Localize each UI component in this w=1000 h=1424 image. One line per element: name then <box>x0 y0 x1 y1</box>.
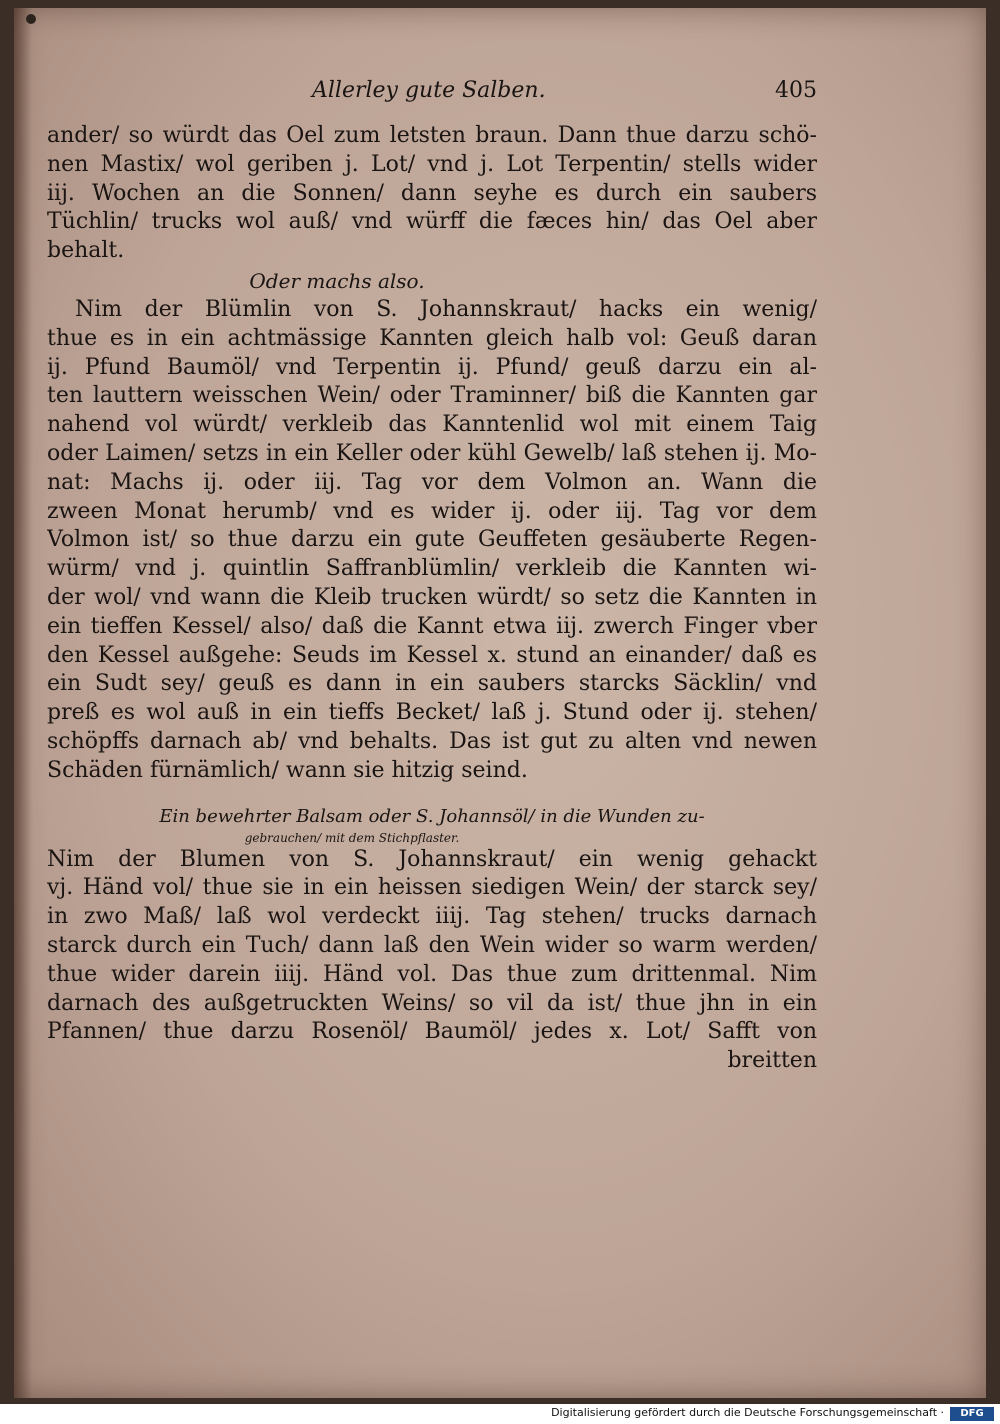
text-line: darnach des außgetruckten Weins/ so vil da ist/ thue jhn in ein <box>47 990 817 1016</box>
digitization-footer <box>0 1404 1000 1424</box>
text-line: würm/ vnd j. quintlin Saffranblümlin/ verkleib die Kannten wi- <box>47 556 817 582</box>
catchword-row <box>47 1047 817 1076</box>
text-line: nahend vol würdt/ verkleib das Kanntenlid wol mit einem Taig <box>47 412 817 438</box>
text-line: starck durch ein Tuch/ dann laß den Wein wider so warm werden/ <box>47 932 817 958</box>
text-line: ein Sudt sey/ geuß es dann in ein saubers starcks Säcklin/ vnd <box>47 671 817 697</box>
text-line: Schäden fürnämlich/ wann sie hitzig seind. <box>47 757 528 783</box>
section-subheading: Oder machs also. <box>249 268 425 293</box>
running-title: Allerley gute Salben. <box>312 78 546 103</box>
text-line: ander/ so würdt das Oel zum letsten braun. Dann thue darzu schö- <box>47 123 817 148</box>
text-line: thue es in ein achtmässige Kannten gleich halb vol: Geuß daran <box>47 325 817 351</box>
recipe-heading-continuation: gebrauchen/ mit dem Stichpflaster. <box>244 830 460 845</box>
text-line: vj. Händ vol/ thue sie in ein heissen siedigen Wein/ der starck sey/ <box>47 875 817 901</box>
text-line: Tüchlin/ trucks wol auß/ vnd würff die fæces hin/ das Oel aber <box>47 209 817 235</box>
text-line: iij. Wochen an die Sonnen/ dann seyhe es durch ein saubers <box>47 180 817 206</box>
text-line: zween Monat herumb/ vnd es wider ij. oder iij. Tag vor dem <box>47 498 817 524</box>
text-line: Nim der Blümlin von S. Johannskraut/ hacks ein wenig/ <box>75 296 817 322</box>
paragraph-3 <box>47 846 817 1048</box>
text-line: schöpffs darnach ab/ vnd behalts. Das ist gut zu alten vnd newen <box>47 728 817 754</box>
page-number: 405 <box>775 78 817 103</box>
text-line: Pfannen/ thue darzu Rosenöl/ Baumöl/ jedes x. Lot/ Safft von <box>47 1019 817 1045</box>
text-line: preß es wol auß in ein tieffs Becket/ laß j. Stund oder ij. stehen/ <box>47 700 817 726</box>
text-line: nen Mastix/ wol geriben j. Lot/ vnd j. Lot Terpentin/ stells wider <box>47 151 817 177</box>
binding-hole <box>26 14 36 24</box>
text-line: oder Laimen/ setzs in ein Keller oder kühl Gewelb/ laß stehen ij. Mo- <box>47 440 817 466</box>
text-line: den Kessel außgehe: Seuds im Kessel x. stund an einander/ daß es <box>47 642 817 668</box>
paragraph-1 <box>47 122 817 266</box>
text-line: ij. Pfund Baumöl/ vnd Terpentin ij. Pfund/ geuß darzu ein al- <box>47 354 817 380</box>
text-line: Nim der Blumen von S. Johannskraut/ ein wenig gehackt <box>47 846 817 872</box>
text-line: Volmon ist/ so thue darzu ein gute Geuffeten gesäuberte Regen- <box>47 527 817 553</box>
paragraph-2 <box>47 296 817 786</box>
page-header <box>47 78 817 122</box>
text-line: ein tieffen Kessel/ also/ daß die Kannt etwa iij. zwerch Finger vber <box>47 613 817 639</box>
text-line: ten lauttern weisschen Wein/ oder Traminner/ biß die Kannten gar <box>47 383 817 409</box>
text-line: thue wider darein iiij. Händ vol. Das thue zum drittenmal. Nim <box>47 961 817 987</box>
catchword: breitten <box>727 1048 817 1074</box>
dfg-logo: DFG <box>950 1407 994 1421</box>
text-line: in zwo Maß/ laß wol verdeckt iiij. Tag stehen/ trucks darnach <box>47 904 817 930</box>
recipe-heading: Ein bewehrter Balsam oder S. Johannsöl/ in die Wunden zu- <box>159 805 705 827</box>
text-line: der wol/ vnd wann die Kleib trucken würdt/ so setz die Kannten in <box>47 584 817 610</box>
page-text-block <box>47 78 817 1076</box>
text-line: behalt. <box>47 238 125 264</box>
text-line: nat: Machs ij. oder iij. Tag vor dem Volmon an. Wann die <box>47 469 817 495</box>
funding-credit: Digitalisierung gefördert durch die Deutsche Forschungsgemeinschaft · <box>551 1406 944 1419</box>
